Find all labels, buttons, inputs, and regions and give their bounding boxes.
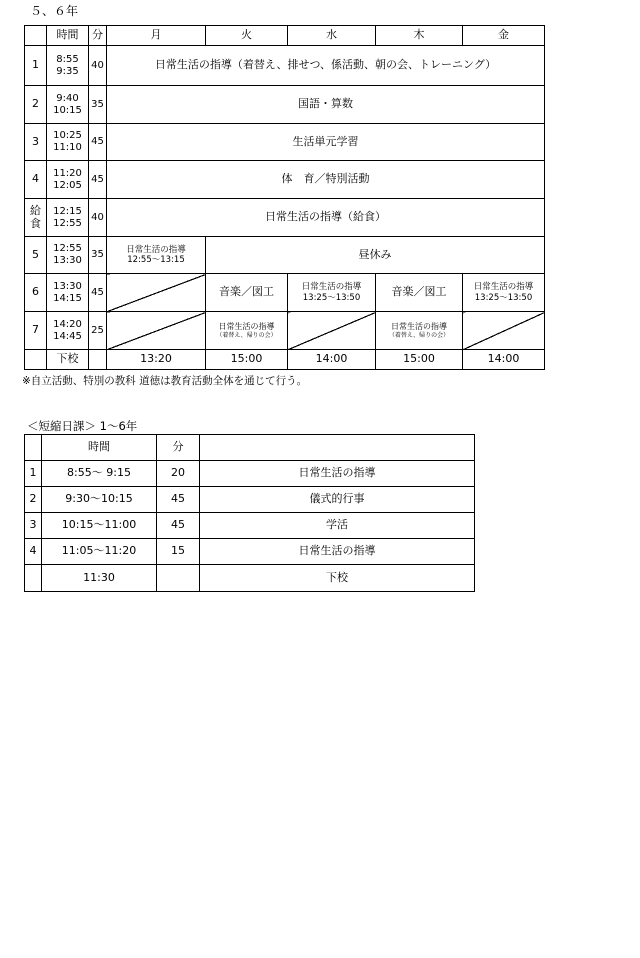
short-schedule-table	[24, 434, 475, 592]
dismissal-label: 下校	[47, 350, 89, 370]
minutes-cell: 45	[89, 161, 107, 199]
schedule-note: ※自立活動、特別の教科 道徳は教育活動全体を通じて行う。	[22, 375, 308, 387]
table-row	[25, 539, 475, 565]
day-header-wed: 水	[288, 26, 376, 46]
minutes-cell: 45	[157, 513, 200, 539]
dismissal-time-thu: 15:00	[376, 350, 463, 370]
period-cell: 6	[25, 274, 47, 312]
empty-slash-cell	[107, 312, 206, 350]
table-row	[25, 46, 545, 86]
activity-cell: 日常生活の指導	[200, 461, 475, 487]
corner-cell	[25, 435, 42, 461]
time-header: 時間	[42, 435, 157, 461]
minutes-cell: 35	[89, 86, 107, 124]
corner-cell	[25, 26, 47, 46]
period-cell: 3	[25, 513, 42, 539]
period-cell	[25, 565, 42, 592]
empty-slash-cell	[107, 274, 206, 312]
activity-cell: 生活単元学習	[107, 124, 545, 161]
day-header-thu: 木	[376, 26, 463, 46]
empty-slash-cell	[463, 312, 545, 350]
day-header-tue: 火	[206, 26, 288, 46]
tue-class-cell: 音楽／図工	[206, 274, 288, 312]
table-row	[25, 199, 545, 237]
dismissal-time-wed: 14:00	[288, 350, 376, 370]
empty-cell	[25, 350, 47, 370]
thu-guidance-cell: 日常生活の指導 （着替え、帰りの会）	[376, 312, 463, 350]
activity-cell: 日常生活の指導	[200, 539, 475, 565]
time-cell: 14:20 14:45	[47, 312, 89, 350]
time-cell: 10:15～11:00	[42, 513, 157, 539]
table-row	[25, 487, 475, 513]
minutes-cell: 40	[89, 199, 107, 237]
empty-cell	[89, 350, 107, 370]
minutes-header: 分	[89, 26, 107, 46]
dismissal-time-fri: 14:00	[463, 350, 545, 370]
weekly-schedule-table	[24, 25, 545, 370]
minutes-header: 分	[157, 435, 200, 461]
lunch-break-cell: 昼休み	[206, 237, 545, 274]
period-cell: 4	[25, 161, 47, 199]
time-cell: 12:55 13:30	[47, 237, 89, 274]
minutes-cell: 40	[89, 46, 107, 86]
activity-cell: 日常生活の指導（給食）	[107, 199, 545, 237]
time-cell: 10:25 11:10	[47, 124, 89, 161]
period-cell: 4	[25, 539, 42, 565]
dismissal-row	[25, 565, 475, 592]
mon-guidance-cell: 日常生活の指導 12:55～13:15	[107, 237, 206, 274]
table-row	[25, 237, 545, 274]
period-cell: 2	[25, 487, 42, 513]
minutes-cell: 20	[157, 461, 200, 487]
schedule-heading: ５、６年	[30, 4, 79, 18]
header-row	[25, 435, 475, 461]
table-row	[25, 274, 545, 312]
activity-cell: 下校	[200, 565, 475, 592]
minutes-cell: 45	[89, 124, 107, 161]
minutes-cell: 15	[157, 539, 200, 565]
table-row	[25, 312, 545, 350]
period-cell: 3	[25, 124, 47, 161]
minutes-cell: 45	[157, 487, 200, 513]
period-cell: 7	[25, 312, 47, 350]
time-cell: 12:15 12:55	[47, 199, 89, 237]
time-header: 時間	[47, 26, 89, 46]
table-row	[25, 161, 545, 199]
time-cell: 8:55 9:35	[47, 46, 89, 86]
activity-cell: 儀式的行事	[200, 487, 475, 513]
dismissal-time-mon: 13:20	[107, 350, 206, 370]
table-row	[25, 461, 475, 487]
period-cell: 1	[25, 46, 47, 86]
dismissal-row	[25, 350, 545, 370]
table-row	[25, 513, 475, 539]
time-cell: 8:55～ 9:15	[42, 461, 157, 487]
thu-class-cell: 音楽／図工	[376, 274, 463, 312]
activity-cell: 日常生活の指導（着替え、排せつ、係活動、朝の会、トレーニング）	[107, 46, 545, 86]
header-row	[25, 26, 545, 46]
fri-guidance-cell: 日常生活の指導 13:25～13:50	[463, 274, 545, 312]
minutes-cell: 25	[89, 312, 107, 350]
table-row	[25, 86, 545, 124]
period-cell: 1	[25, 461, 42, 487]
time-cell: 11:30	[42, 565, 157, 592]
period-cell: 給食	[25, 199, 47, 237]
activity-header	[200, 435, 475, 461]
minutes-cell: 45	[89, 274, 107, 312]
activity-cell: 学活	[200, 513, 475, 539]
table-row	[25, 124, 545, 161]
period-cell: 2	[25, 86, 47, 124]
day-header-fri: 金	[463, 26, 545, 46]
activity-cell: 国語・算数	[107, 86, 545, 124]
day-header-mon: 月	[107, 26, 206, 46]
wed-guidance-cell: 日常生活の指導 13:25～13:50	[288, 274, 376, 312]
dismissal-time-tue: 15:00	[206, 350, 288, 370]
time-cell: 9:40 10:15	[47, 86, 89, 124]
period-cell: 5	[25, 237, 47, 274]
time-cell: 11:20 12:05	[47, 161, 89, 199]
time-cell: 13:30 14:15	[47, 274, 89, 312]
short-schedule-heading: ＜短縮日課＞ 1～6年	[27, 419, 138, 433]
minutes-cell	[157, 565, 200, 592]
minutes-cell: 35	[89, 237, 107, 274]
tue-guidance-cell: 日常生活の指導 （着替え、帰りの会）	[206, 312, 288, 350]
time-cell: 9:30～10:15	[42, 487, 157, 513]
activity-cell: 体 育／特別活動	[107, 161, 545, 199]
time-cell: 11:05～11:20	[42, 539, 157, 565]
empty-slash-cell	[288, 312, 376, 350]
